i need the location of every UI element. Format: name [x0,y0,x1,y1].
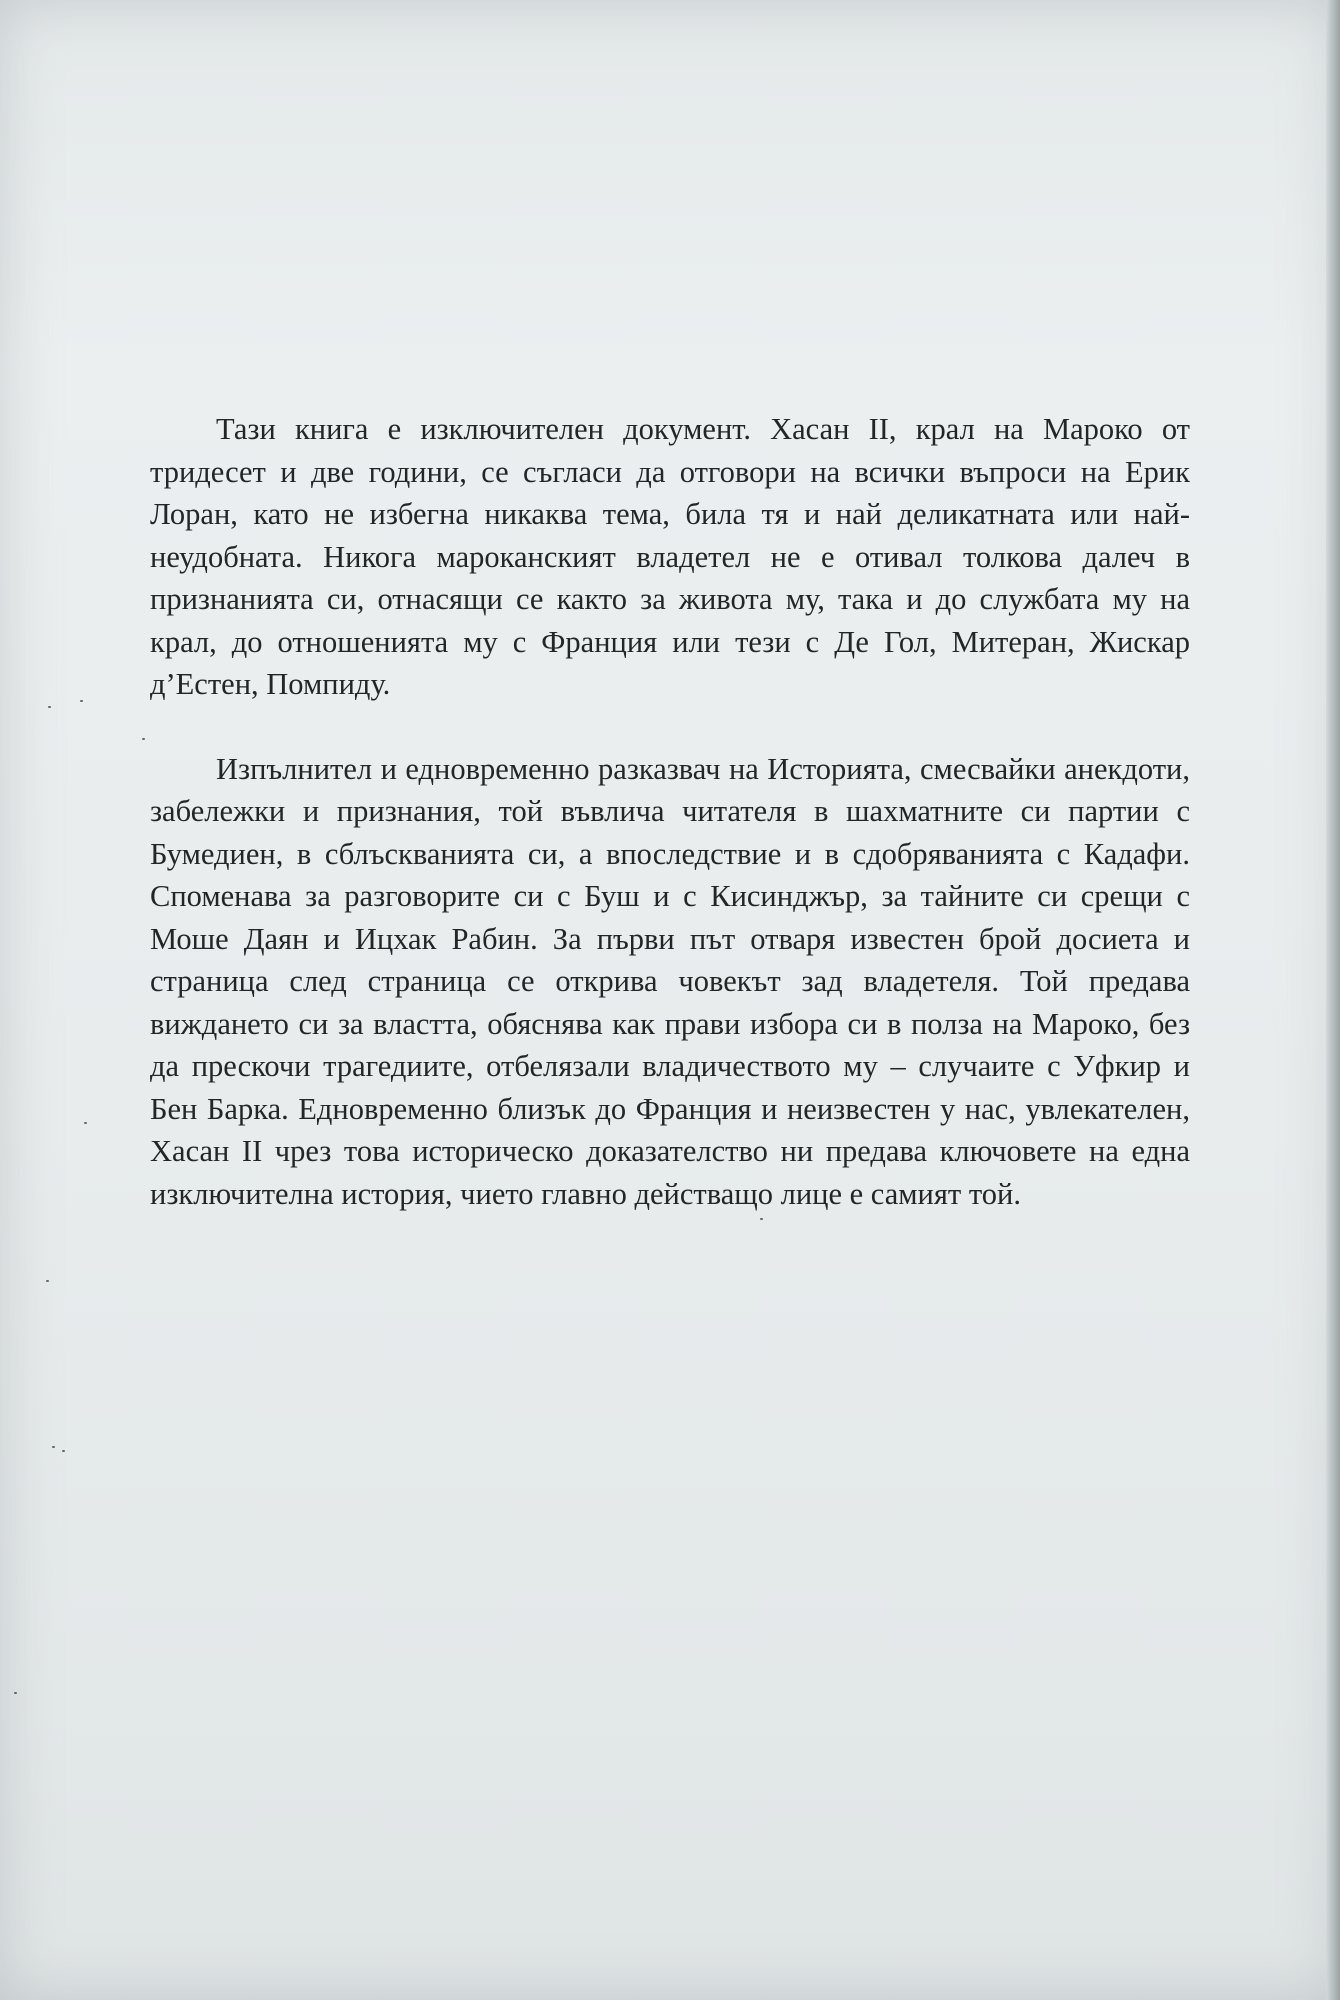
print-speck [62,1450,65,1452]
print-speck [46,1280,49,1282]
print-speck [760,1218,763,1220]
blurb-text [150,408,1190,1215]
print-speck [84,1122,87,1124]
blurb-paragraph-2: Изпълнител и едновременно разказвач на Историята, смесвайки анекдоти, забележки и признания, той въвлича читателя в шахматните си партии с Бумедиен, в сблъскванията си, а впоследствие и в сдобряванията с Кадафи. Споменава за разговорите си с Буш и с Кисинджър, за тайните си срещи с Моше Даян и Ицхак Рабин. За първи път отваря известен брой досиета и страница след страница се открива човекът зад владетеля. Той предава виждането си за властта, обяснява как прави избора си в полза на Мароко, без да прескочи трагедиите, отбелязали владичеството му – случаите с Уфкир и Бен Барка. Едновременно близък до Франция и неизвестен у нас, увлекателен, Хасан II чрез това историческо доказателство ни предава ключовете на една изключителна история, чието главно действащо лице е самият той. [150,751,1190,1211]
print-speck [142,738,145,740]
print-speck [48,706,51,708]
print-speck [80,700,83,702]
blurb-paragraph-1: Тази книга е изключителен документ. Хасан II, крал на Мароко от тридесет и две години, се съгласи да отговори на всички въпроси на Ерик Лоран, като не избегна никаква тема, била тя и най деликатната или най-неудобната. Никога мароканският владетел не е отивал толкова далеч в признанията си, отнасящи се както за живота му, така и до службата му на крал, до отношенията му с Франция или тези с Де Гол, Митеран, Жискар д’Естен, Помпиду. [150,412,1190,701]
print-speck [52,1446,55,1448]
cover-edge [1326,0,1340,2000]
print-speck [14,1692,17,1694]
